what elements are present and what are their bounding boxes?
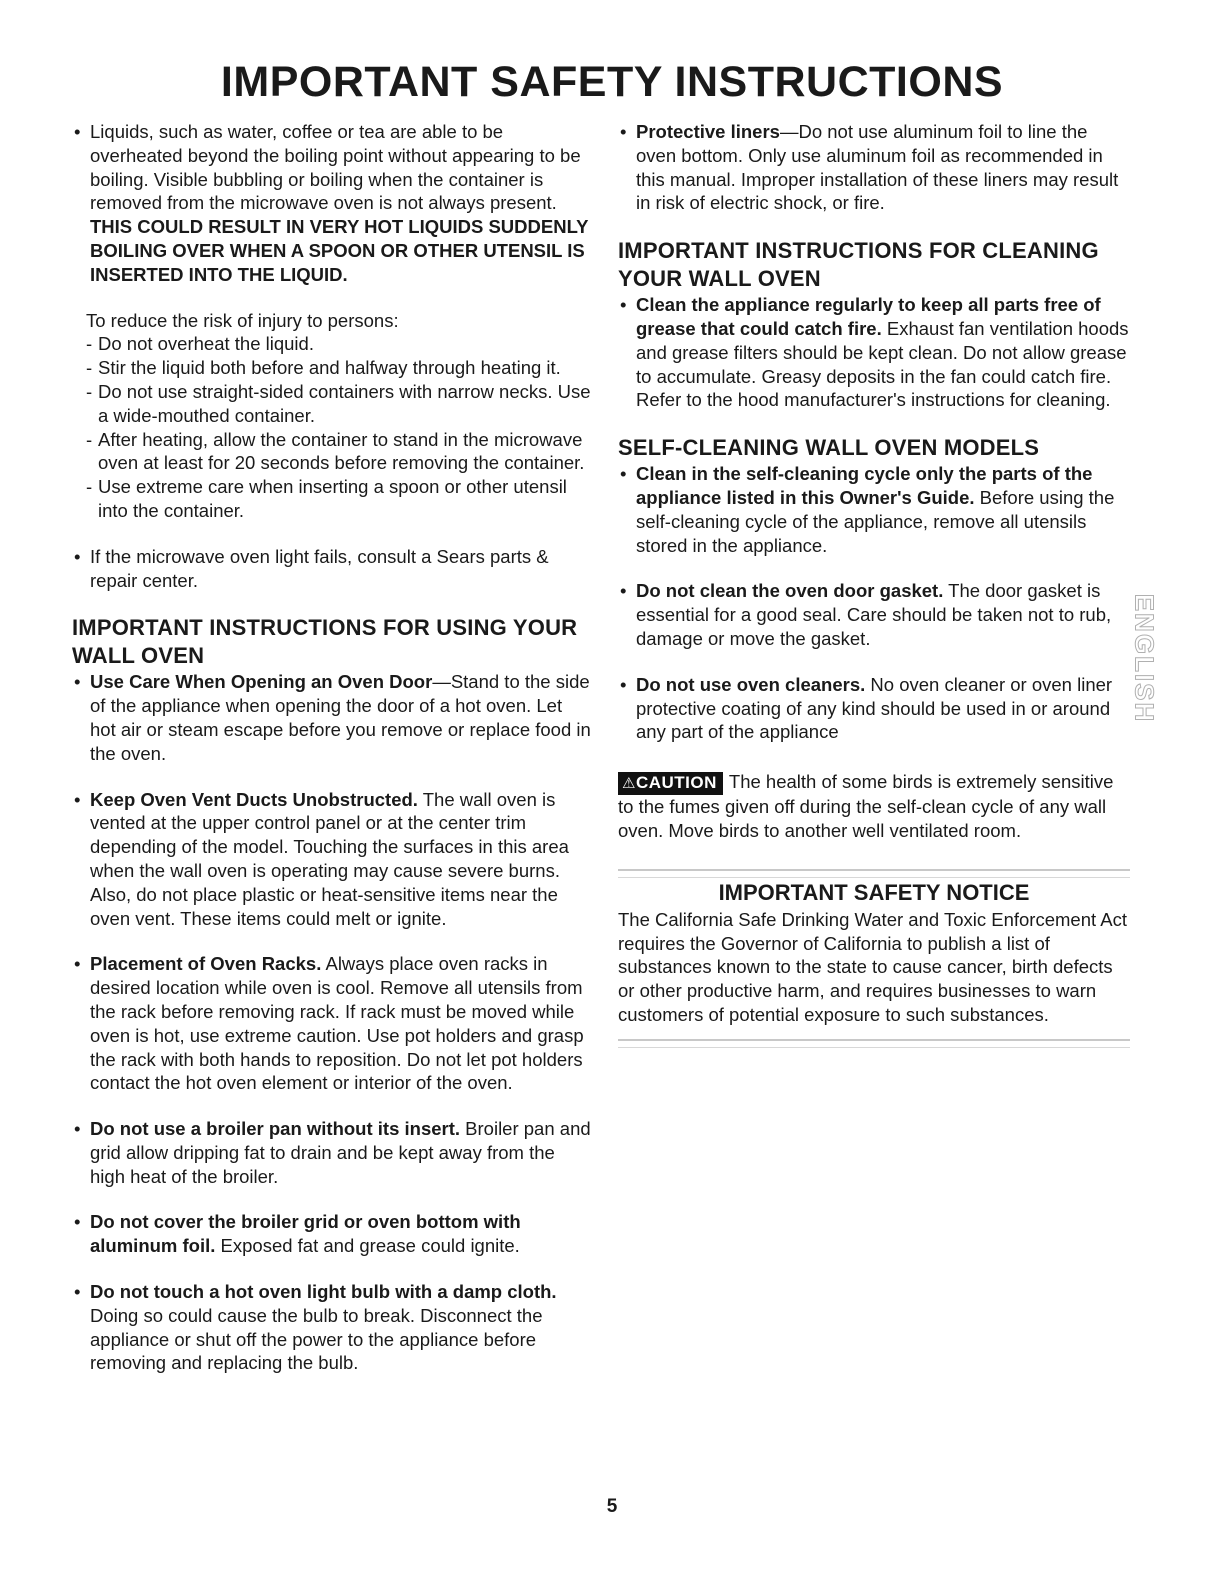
reduce-item: - Stir the liquid both before and halfway through heating it. — [72, 356, 592, 380]
using-heading: IMPORTANT INSTRUCTIONS FOR USING YOUR WALL OVEN — [72, 615, 578, 669]
right-column — [618, 120, 1130, 1048]
item-text: No oven cleaner or oven liner protective coating of any kind should be used in or around any part of the appliance — [636, 673, 1113, 743]
notice-top-rule — [618, 869, 1130, 878]
liquids-warning: THIS COULD RESULT IN VERY HOT LIQUIDS SUDDENLY BOILING OVER WHEN A SPOON OR OTHER UTENSIL IS INSERTED INTO THE LIQUID. — [90, 216, 589, 285]
side-tab-label: ENGLISH — [1129, 593, 1160, 723]
reduce-item: - Do not use straight-sided containers with narrow necks. Use a wide-mouthed container. — [72, 380, 592, 428]
item-bold: Use Care When Opening an Oven Door — [90, 671, 433, 693]
caution-text: The health of some birds is extremely sensitive to the fumes given off during the self-clean cycle of any wall oven. Move birds to another well ventilated room. — [618, 771, 1114, 841]
item-text: Exposed fat and grease could ignite. — [215, 1235, 520, 1257]
item-bold: Keep Oven Vent Ducts Unobstructed. — [90, 788, 418, 810]
using-item — [72, 670, 592, 765]
light-fails-paragraph: • If the microwave oven light fails, consult a Sears parts & repair center. — [72, 545, 592, 593]
item-bold: Do not cover the broiler grid or oven bottom with aluminum foil. — [90, 1211, 521, 1257]
warning-triangle-icon: ⚠ — [622, 775, 636, 793]
page-title: IMPORTANT SAFETY INSTRUCTIONS — [220, 58, 1004, 106]
item-bold: Do not use oven cleaners. — [636, 673, 866, 695]
item-text: Broiler pan and grid allow dripping fat to drain and be kept away from the high heat of the broiler. — [90, 1118, 591, 1187]
item-bold: Do not touch a hot oven light bulb with a damp cloth. — [90, 1281, 557, 1303]
caution-paragraph — [618, 770, 1130, 843]
item-text: —Stand to the side of the appliance when opening the door of a hot oven. Let hot air or steam escape before you remove or replace food in the oven. — [90, 671, 591, 764]
left-column — [72, 120, 592, 1375]
using-item — [72, 1210, 592, 1258]
item-bold: Placement of Oven Racks. — [90, 953, 322, 975]
liquids-paragraph — [72, 120, 592, 287]
using-item — [72, 1117, 592, 1188]
reduce-item: - Do not overheat the liquid. — [72, 332, 592, 356]
item-bold: Do not clean the oven door gasket. — [636, 580, 944, 602]
item-text: —Do not use aluminum foil to line the oven bottom. Only use aluminum foil as recommended in this manual. Improper installation of these liners may result in risk of electric shock, or fire. — [636, 121, 1119, 214]
reduce-item: - Use extreme care when inserting a spoon or other utensil into the container. — [72, 475, 592, 523]
reduce-item: - After heating, allow the container to stand in the microwave oven at least for 20 seconds before removing the container. — [72, 428, 592, 476]
self-cleaning-item — [618, 579, 1130, 650]
item-text: Before using the self-cleaning cycle of the appliance, remove all utensils stored in the appliance. — [636, 486, 1115, 556]
item-bold: Protective liners — [636, 121, 780, 142]
self-cleaning-item — [618, 462, 1130, 557]
notice-heading: IMPORTANT SAFETY NOTICE — [718, 879, 1030, 905]
caution-badge — [618, 772, 723, 795]
reduce-intro: To reduce the risk of injury to persons: — [86, 309, 399, 331]
liquids-text: Liquids, such as water, coffee or tea are able to be overheated beyond the boiling point without appearing to be boiling. Visible bubbling or boiling when the container is removed from the microwave oven is not always present. — [90, 121, 581, 214]
item-text: The door gasket is essential for a good seal. Care should be taken not to rub, damage or move the gasket. — [636, 580, 1112, 649]
using-item — [72, 952, 592, 1095]
page-number: 5 — [606, 1496, 618, 1517]
using-item — [72, 788, 592, 931]
cleaning-heading: IMPORTANT INSTRUCTIONS FOR CLEANING YOUR WALL OVEN — [618, 238, 1099, 292]
using-item — [72, 1280, 592, 1375]
self-cleaning-heading: SELF-CLEANING WALL OVEN MODELS — [618, 435, 1040, 461]
language-side-tab — [1124, 578, 1164, 738]
item-bold: Clean the appliance regularly to keep all parts free of grease that could catch fire. — [636, 294, 1101, 339]
liners-paragraph — [618, 120, 1130, 215]
caution-label: CAUTION — [635, 773, 717, 793]
item-text: Doing so could cause the bulb to break. Disconnect the appliance or shut off the power to the appliance before removing and replacing the bulb. — [90, 1304, 543, 1374]
cleaning-item — [618, 293, 1130, 412]
notice-text: The California Safe Drinking Water and Toxic Enforcement Act requires the Governor of California to publish a list of substances known to the state to cause cancer, birth defects or other productive harm, and requires businesses to warn customers of potential exposure to such substances. — [618, 908, 1127, 1025]
item-text: Exhaust fan ventilation hoods and grease filters should be kept clean. Do not allow grease to accumulate. Greasy deposits in the fan could catch fire. Refer to the hood manufacturer's instructions for cleaning. — [636, 317, 1129, 411]
item-text: Always place oven racks in desired location while oven is cool. Remove all utensils from the rack before removing rack. If rack must be moved while oven is hot, use extreme caution. Use pot holders and grasp the rack with both hands to reposition. Do not let pot holders contact the hot oven element or interior of the oven. — [90, 953, 584, 1094]
item-text: The wall oven is vented at the upper control panel or at the center trim depending of the model. Touching the surfaces in this area when the wall oven is operating may cause severe burns. Also, do not place plastic or heat-sensitive items near the oven vent. These items could melt or ignite. — [90, 788, 569, 929]
self-cleaning-item — [618, 673, 1130, 744]
item-bold: Do not use a broiler pan without its insert. — [90, 1118, 461, 1140]
notice-bottom-rule — [618, 1039, 1130, 1048]
item-bold: Clean in the self-cleaning cycle only the parts of the appliance listed in this Owner's Guide. — [636, 463, 1093, 508]
